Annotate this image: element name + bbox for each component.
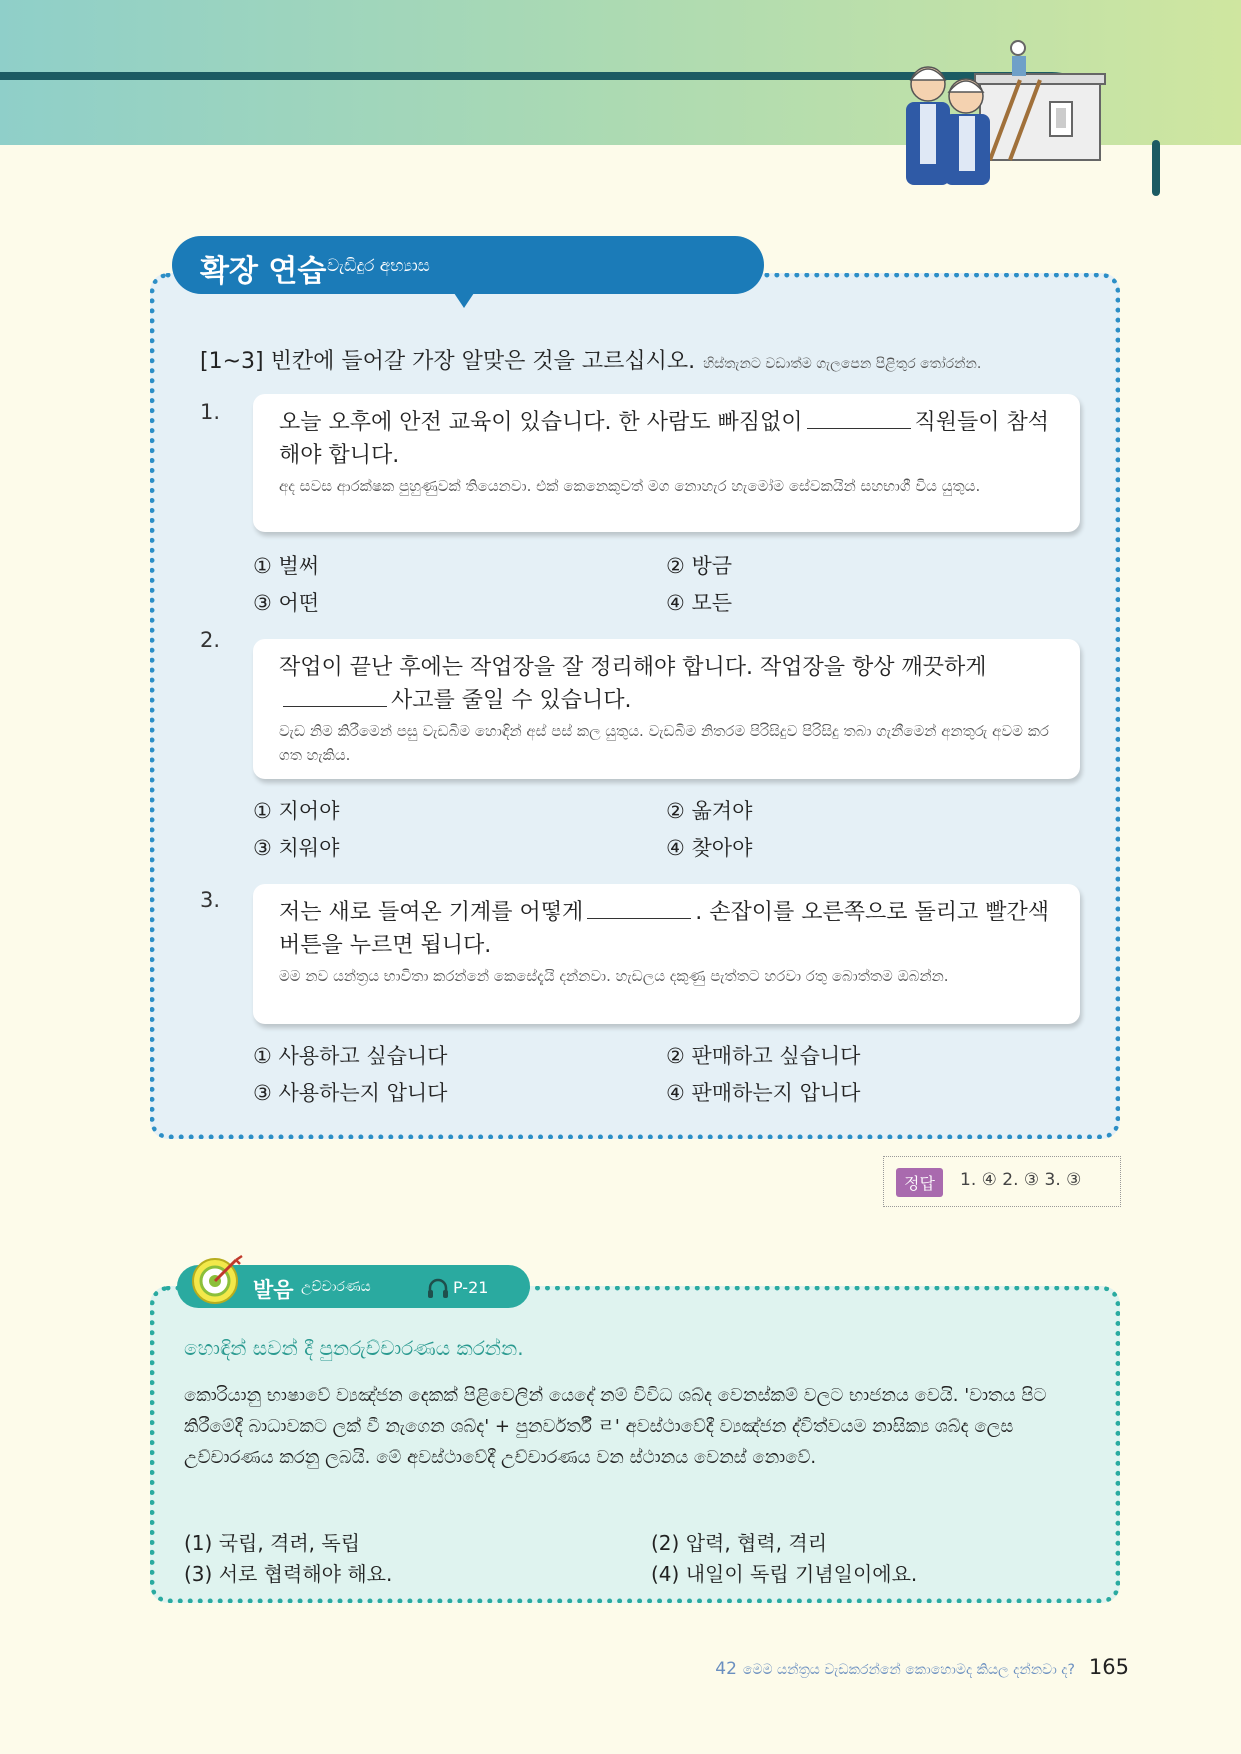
question-2-option-1[interactable]: ① 지어야 <box>253 799 340 823</box>
question-2-translation: වැඩ නිම කිරීමෙන් පසු වැඩබිම හොඳින් අස් පස් කල යුතුය. වැඩබිම නිතරම පිරිසිදුව පිරිසිදු තබා ගැනීමෙන් අනතුරු අවම කර ගත හැකිය. <box>279 722 1049 764</box>
answer-key <box>883 1156 1121 1207</box>
instruction-sinhala: හිස්තැනට වඩාත්ම ගැලපෙන පිළිතුර තෝරන්න. <box>703 356 982 372</box>
question-2-text-before: 작업이 끝난 후에는 작업장을 잘 정리해야 합니다. 작업장을 항상 깨끗하게 <box>279 655 987 680</box>
question-3-number: 3. <box>200 888 221 912</box>
instruction-korean: [1~3] 빈칸에 들어갈 가장 알맞은 것을 고르십시오. <box>200 349 696 374</box>
practice-tab-pointer <box>452 290 476 308</box>
question-2-card <box>253 639 1080 779</box>
pronunciation-example-2: (2) 압력, 협력, 격리 <box>651 1531 828 1555</box>
header-rule-end <box>1152 140 1160 196</box>
page-footer <box>715 1655 1129 1679</box>
question-2-option-4[interactable]: ④ 찾아야 <box>666 836 753 860</box>
question-1-option-1[interactable]: ① 벌써 <box>253 554 320 578</box>
question-1-option-3[interactable]: ③ 어떤 <box>253 591 320 615</box>
question-1-option-2[interactable]: ② 방금 <box>666 554 733 578</box>
question-2-blank <box>283 686 387 707</box>
question-1-text-after: 직원들이 참석해야 합니다. <box>279 410 1050 468</box>
practice-subtitle: වැඩිදුර අභ්‍යාස <box>327 256 430 276</box>
pronunciation-body: කොරියානු භාෂාවේ ව්‍යඤ්ජන දෙකක් පිළිවෙලින් යෙදේ නම් විවිධ ශබ්ද වෙනස්කම් වලට භාජනය වෙයි. 'වාතය පිට කිරීමේදී බාධාවකට ලක් වී නැගෙන ශබ්ද' + පුනර්වර්තී ㄹ' අවස්ථාවේදී ව්‍යඤ්ජන ද්විත්වයම නාසික්‍ය ශබ්ද ලෙස උච්චාරණය කරනු ලබයි. මේ අවස්ථාවේදී උච්චාරණය වන ස්ථානය වෙනස් නොවේ. <box>184 1385 1047 1468</box>
practice-title: 확장 연습 <box>200 254 327 289</box>
pronunciation-title: 발음 <box>253 1278 294 1302</box>
pronunciation-example-3: (3) 서로 협력해야 해요. <box>184 1562 393 1586</box>
question-3-option-1[interactable]: ① 사용하고 싶습니다 <box>253 1044 448 1068</box>
question-1-text-before: 오늘 오후에 안전 교육이 있습니다. 한 사람도 빠짐없이 <box>279 410 803 435</box>
question-3-card <box>253 884 1080 1024</box>
question-3-text-after: . 손잡이를 오른쪽으로 돌리고 빨간색 버튼을 누르면 됩니다. <box>279 900 1049 958</box>
question-3-option-3[interactable]: ③ 사용하는지 압니다 <box>253 1081 448 1105</box>
lesson-number: 42 <box>715 1659 737 1679</box>
workers-illustration <box>900 40 1110 185</box>
pronunciation-example-4: (4) 내일이 독립 기념일이에요. <box>651 1562 918 1586</box>
question-2-text <box>279 651 1056 717</box>
question-1-text <box>279 406 1056 472</box>
question-2-option-3[interactable]: ③ 치워야 <box>253 836 340 860</box>
practice-instruction <box>200 344 981 375</box>
practice-tab <box>172 236 764 294</box>
question-2-number: 2. <box>200 628 221 652</box>
question-1-option-4[interactable]: ④ 모든 <box>666 591 733 615</box>
headphone-icon[interactable] <box>427 1277 449 1299</box>
pronunciation-example-1: (1) 국립, 격려, 독립 <box>184 1531 361 1555</box>
question-2-text-after: 사고를 줄일 수 있습니다. <box>391 688 632 713</box>
question-3-translation: මම නව යන්ත්‍රය භාවිතා කරන්නේ කෙසේදැයි දන්නවා. හැඩලය දකුණු පැත්තට හරවා රතු බොත්තම ඔබන්න. <box>279 967 949 985</box>
answer-values: 1. ④ 2. ③ 3. ③ <box>960 1170 1082 1190</box>
answer-label: 정답 <box>896 1168 943 1197</box>
question-3-option-4[interactable]: ④ 판매하는지 압니다 <box>666 1081 861 1105</box>
question-1-blank <box>807 408 911 429</box>
pronunciation-subtitle: උච්චාරණය <box>301 1279 371 1295</box>
question-3-blank <box>587 898 691 919</box>
question-3-text-before: 저는 새로 들여온 기계를 어떻게 <box>279 900 584 925</box>
question-1-number: 1. <box>200 400 221 424</box>
lesson-title: මෙම යන්ත්‍රය වැඩකරන්නේ කොහොමද කියල දන්නවා ද? <box>742 1662 1075 1678</box>
question-1-card <box>253 394 1080 532</box>
pronunciation-heading: හොඳින් සවන් දී පුනරුච්චාරණය කරන්න. <box>184 1336 524 1360</box>
page-number: 165 <box>1088 1655 1129 1679</box>
target-icon <box>190 1252 244 1306</box>
question-2-option-2[interactable]: ② 옮겨야 <box>666 799 753 823</box>
question-3-text <box>279 896 1056 962</box>
audio-track-ref[interactable]: P-21 <box>453 1278 489 1297</box>
question-3-option-2[interactable]: ② 판매하고 싶습니다 <box>666 1044 861 1068</box>
question-1-translation: අද සවස ආරක්ෂක පුහුණුවක් තියෙනවා. එක් කෙනෙකුවත් මග නොහැර හැමෝම සේවකයින් සහභාගී විය යුතුය. <box>279 477 981 495</box>
